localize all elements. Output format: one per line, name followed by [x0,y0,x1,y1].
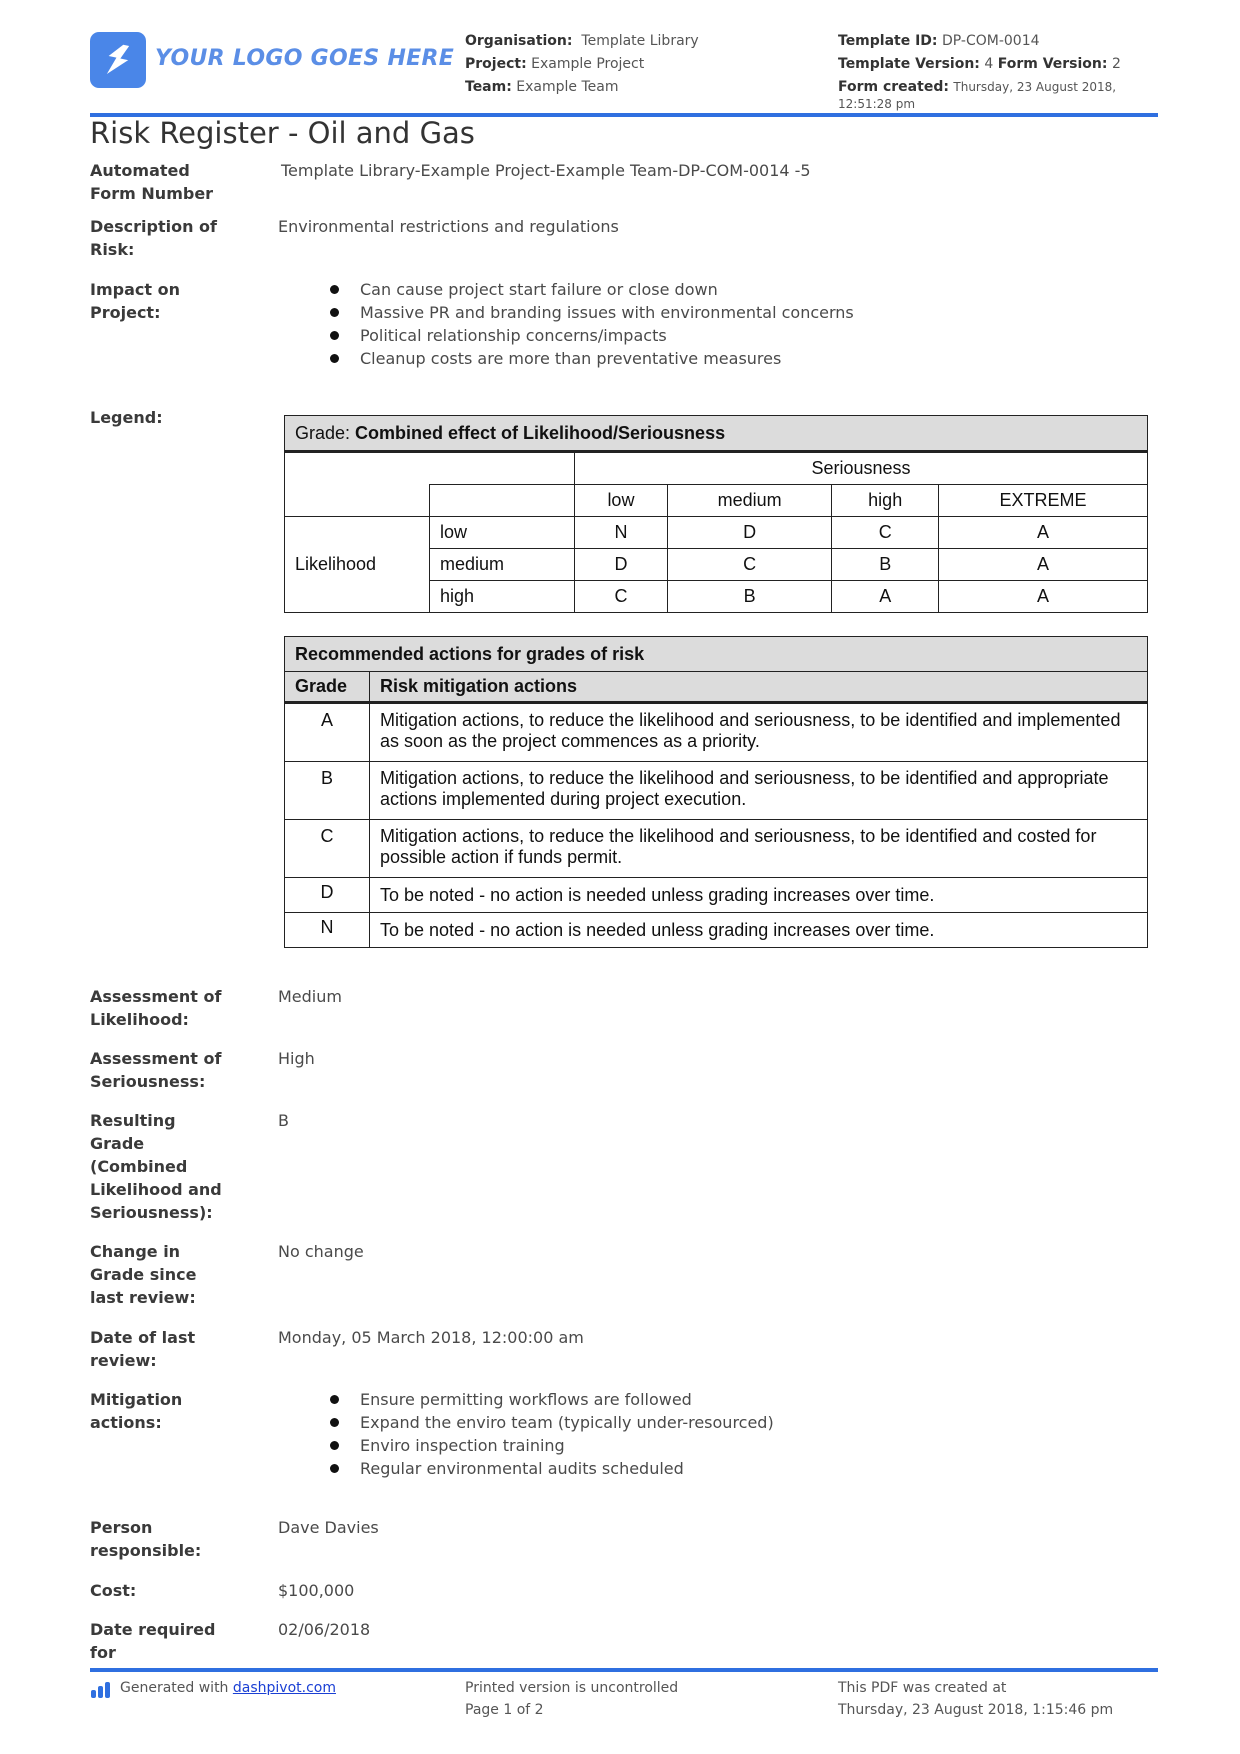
action-text: Mitigation actions, to reduce the likelihood and seriousness, to be identified and costed for possible action if funds permit. [370,820,1148,878]
date-required-label: Date required for [90,1620,216,1662]
likelihood-row-label: medium [430,549,575,581]
list-item: Massive PR and branding issues with environmental concerns [330,301,854,324]
description-value: Environmental restrictions and regulations [278,217,619,236]
form-version-value: 2 [1111,56,1121,72]
form-version-label: Form Version: [997,56,1108,72]
likelihood-assessment-value: Medium [278,987,342,1006]
template-id-label: Template ID: [838,33,938,49]
grade-matrix-title-prefix: Grade: [295,422,356,443]
grade-col-header: Grade [285,672,370,703]
action-text: To be noted - no action is needed unless grading increases over time. [370,913,1148,948]
impact-list [330,278,854,370]
actions-table-title: Recommended actions for grades of risk [285,637,1148,672]
grade-letter: B [285,762,370,820]
list-item: Can cause project start failure or close down [330,278,854,301]
seriousness-col-header: high [832,485,938,517]
logo-mark [90,32,146,88]
grade-letter: A [285,703,370,762]
person-responsible-value: Dave Davies [278,1518,379,1537]
grade-matrix-corner [285,452,575,485]
list-item: Political relationship concerns/impacts [330,324,854,347]
grade-change-label: Change in Grade since last review: [90,1242,197,1307]
likelihood-row-label: high [430,581,575,613]
resulting-grade-label: Resulting Grade (Combined Likelihood and Seriousness): [90,1111,222,1222]
grade-change-value: No change [278,1242,364,1261]
footer-center [465,1677,678,1721]
grade-letter: D [285,878,370,913]
list-item: Ensure permitting workflows are followed [330,1388,774,1411]
template-id-value: DP-COM-0014 [941,33,1040,49]
last-review-value: Monday, 05 March 2018, 12:00:00 am [278,1328,584,1347]
grade-letter: C [285,820,370,878]
legend-label: Legend: [90,408,163,427]
table-row [285,703,1148,762]
grade-matrix-empty [285,485,430,517]
uncontrolled-note: Printed version is uncontrolled [465,1680,679,1696]
action-text: Mitigation actions, to reduce the likelihood and seriousness, to be identified and appropriate actions implemented during project execution. [370,762,1148,820]
page-title: Risk Register - Oil and Gas [90,116,475,150]
dashpivot-icon [91,1680,115,1698]
dashpivot-link[interactable]: dashpivot.com [232,1680,336,1696]
project-label: Project: [465,56,527,72]
grade-matrix-table [284,415,1148,613]
seriousness-col-header: EXTREME [938,485,1147,517]
seriousness-col-header: medium [667,485,832,517]
last-review-label: Date of last review: [90,1328,196,1370]
grade-matrix-title [285,416,1148,452]
likelihood-assessment-label: Assessment of Likelihood: [90,987,222,1029]
header-meta-right [838,30,1158,113]
list-item: Enviro inspection training [330,1434,774,1457]
mitigation-list [330,1388,774,1480]
template-version-value: 4 [984,56,994,72]
seriousness-col-header: low [575,485,668,517]
actions-col-header: Risk mitigation actions [370,672,1148,703]
grade-matrix-title-text: Combined effect of Likelihood/Seriousness [355,422,726,443]
team-value: Example Team [516,79,619,95]
grade-cell: B [667,581,832,613]
resulting-grade-value: B [278,1111,289,1130]
footer-right [838,1677,1113,1721]
table-row [285,820,1148,878]
footer-generated [120,1677,336,1699]
table-row [285,913,1148,948]
grade-cell: C [832,517,938,549]
organisation-value: Template Library [581,33,699,49]
page-number: Page 1 of 2 [465,1702,544,1718]
list-item: Regular environmental audits scheduled [330,1457,774,1480]
grade-cell: C [575,581,668,613]
recommended-actions-table [284,636,1148,948]
footer-divider [90,1668,1158,1672]
form-number-value: Template Library-Example Project-Example Team-DP-COM-0014 -5 [281,161,811,180]
impact-label: Impact on Project: [90,280,180,322]
logo-icon [90,32,146,88]
form-number-label: Automated Form Number [90,161,214,203]
table-row [285,878,1148,913]
likelihood-header: Likelihood [285,517,430,613]
grade-cell: B [832,549,938,581]
list-item: Expand the enviro team (typically under-resourced) [330,1411,774,1434]
list-item: Cleanup costs are more than preventative measures [330,347,854,370]
cost-label: Cost: [90,1581,137,1600]
template-version-label: Template Version: [838,56,980,72]
logo-text: YOUR LOGO GOES HERE [155,46,455,71]
seriousness-header: Seriousness [575,452,1148,485]
grade-cell: A [832,581,938,613]
generated-prefix: Generated with [120,1680,233,1696]
grade-cell: A [938,517,1147,549]
pdf-created-label: This PDF was created at [838,1680,1007,1696]
organisation-label: Organisation: [465,33,573,49]
grade-matrix-empty [430,485,575,517]
form-created-label: Form created: [838,79,949,95]
description-label: Description of Risk: [90,217,218,259]
cost-value: $100,000 [278,1581,355,1600]
table-row [285,762,1148,820]
date-required-value: 02/06/2018 [278,1620,371,1639]
team-label: Team: [465,79,512,95]
action-text: Mitigation actions, to reduce the likelihood and seriousness, to be identified and implemented as soon as the project commences as a priority. [370,703,1148,762]
seriousness-assessment-value: High [278,1049,315,1068]
pdf-created-value: Thursday, 23 August 2018, 1:15:46 pm [838,1702,1114,1718]
grade-cell: D [667,517,832,549]
action-text: To be noted - no action is needed unless grading increases over time. [370,878,1148,913]
form-created-value: Thursday, 23 August 2018, 12:51:28 pm [838,80,1117,111]
person-responsible-label: Person responsible: [90,1518,202,1560]
project-value: Example Project [531,56,645,72]
grade-cell: C [667,549,832,581]
grade-cell: D [575,549,668,581]
mitigation-label: Mitigation actions: [90,1390,183,1432]
grade-letter: N [285,913,370,948]
seriousness-assessment-label: Assessment of Seriousness: [90,1049,222,1091]
likelihood-row-label: low [430,517,575,549]
grade-cell: A [938,581,1147,613]
grade-cell: A [938,549,1147,581]
header-meta-left [465,30,699,99]
grade-cell: N [575,517,668,549]
